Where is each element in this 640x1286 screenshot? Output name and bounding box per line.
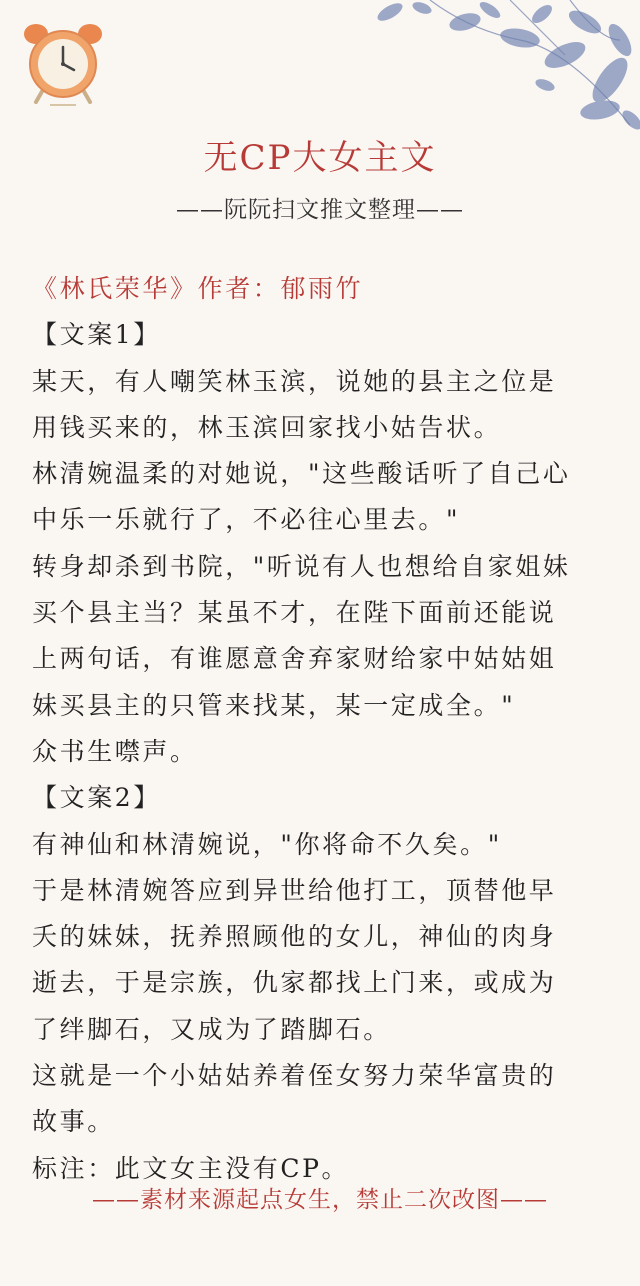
article-line: 夭的妹妹，抚养照顾他的女儿，神仙的肉身 <box>32 922 557 952</box>
article-line: 用钱买来的，林玉滨回家找小姑告状。 <box>32 412 502 442</box>
article-line: 某天，有人嘲笑林玉滨，说她的县主之位是 <box>32 366 557 396</box>
article-line: 这就是一个小姑姑养着侄女努力荣华富贵的 <box>32 1061 557 1091</box>
book-title-line: 《林氏荣华》作者：郁雨竹 <box>32 274 364 303</box>
article-line: 转身却杀到书院，"听说有人也想给自家姐妹 <box>32 551 571 581</box>
article-line: 上两句话，有谁愿意舍弃家财给家中姑姑姐 <box>32 644 557 674</box>
page-subtitle: ——阮阮扫文推文整理—— <box>176 197 464 223</box>
alarm-clock-icon <box>22 22 104 106</box>
article-line: 众书生噤声。 <box>32 736 198 766</box>
article-body <box>32 266 616 1192</box>
footer-note: ——素材来源起点女生，禁止二次改图—— <box>92 1187 548 1213</box>
article-line: 故事。 <box>32 1107 115 1137</box>
article-line: 标注：此文女主没有CP。 <box>32 1153 350 1183</box>
article-line: 林清婉温柔的对她说，"这些酸话听了自己心 <box>32 459 571 489</box>
article-line: 买个县主当？某虽不才，在陛下面前还能说 <box>32 598 557 628</box>
article-line: 【文案2】 <box>32 783 161 813</box>
page-title: 无CP大女主文 <box>203 138 437 178</box>
article-line: 逝去，于是宗族，仇家都找上门来，或成为 <box>32 968 557 998</box>
article-line: 【文案1】 <box>32 320 161 350</box>
article-line: 妹买县主的只管来找某，某一定成全。" <box>32 690 516 720</box>
article-line: 于是林清婉答应到异世给他打工，顶替他早 <box>32 875 557 905</box>
article-line: 了绊脚石，又成为了踏脚石。 <box>32 1014 391 1044</box>
article-line: 有神仙和林清婉说，"你将命不久矣。" <box>32 829 502 859</box>
article-line: 中乐一乐就行了，不必往心里去。" <box>32 505 461 535</box>
blue-leaves-decoration <box>370 0 640 135</box>
